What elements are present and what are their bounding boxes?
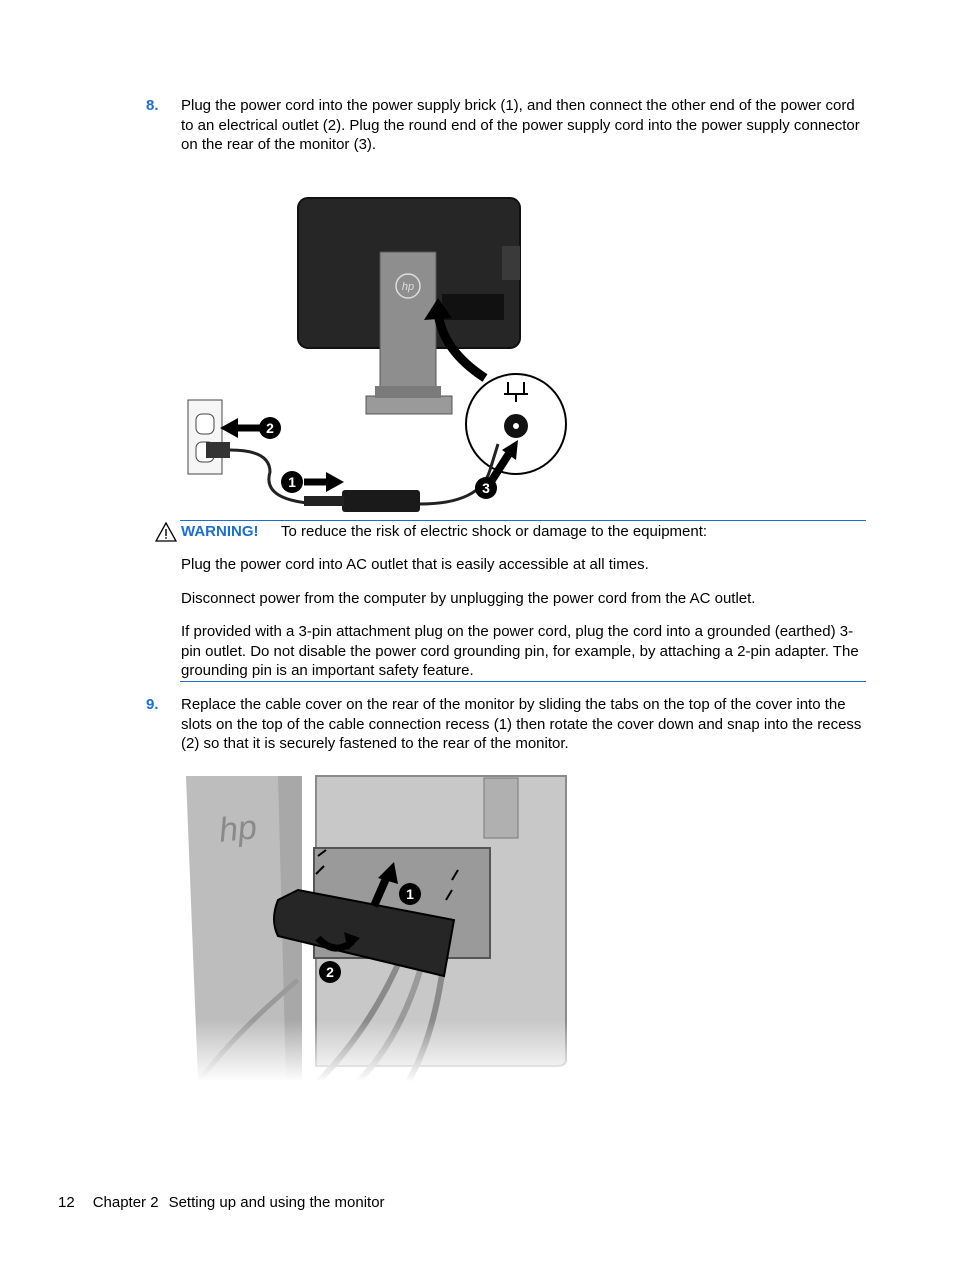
- step-text: Plug the power cord into the power supply brick (1), and then connect the other end of the power cord to an electrical outlet (2). Plug the round end of the power supply cord into the power supply connector on the rear of the monitor (3).: [181, 97, 860, 153]
- warning-intro: To reduce the risk of electric shock or damage to the equipment:: [281, 523, 708, 540]
- svg-text:1: 1: [406, 886, 414, 902]
- callout-3: [475, 477, 497, 499]
- callout-1: [281, 471, 303, 493]
- page-number: 12: [58, 1194, 75, 1211]
- warning-box: [180, 520, 866, 682]
- svg-text:2: 2: [326, 964, 334, 980]
- warning-paragraph: Disconnect power from the computer by unplugging the power cord from the AC outlet.: [181, 590, 756, 607]
- hp-logo: hp: [401, 281, 415, 293]
- step-number: 8.: [146, 97, 159, 114]
- svg-text:2: 2: [266, 420, 274, 436]
- callout-1: [399, 883, 421, 905]
- warning-paragraph: If provided with a 3-pin attachment plug on the power cord, plug the cord into a grounded (earthed) 3-pin outlet. Do not disable the power cord grounding pin, for example, by attaching a 2-pin adapter. The grounding pin is an important safety feature.: [181, 623, 859, 679]
- svg-text:3: 3: [482, 480, 490, 496]
- footer-title: Setting up and using the monitor: [168, 1194, 385, 1211]
- page-footer: [58, 1193, 385, 1213]
- callout-2: [319, 961, 341, 983]
- step-number: 9.: [146, 696, 159, 713]
- step-text: Replace the cable cover on the rear of the monitor by sliding the tabs on the top of the cover into the slots on the top of the cable connection recess (1) then rotate the cover down and snap into the recess (2) so that it is securely fastened to the rear of the monitor.: [181, 696, 862, 752]
- callout-2: [259, 417, 281, 439]
- power-connection-illustration: [180, 190, 580, 520]
- warning-label: WARNING!: [181, 523, 259, 540]
- warning-paragraph: Plug the power cord into AC outlet that is easily accessible at all times.: [181, 556, 649, 573]
- footer-chapter: Chapter 2: [92, 1194, 159, 1211]
- warning-triangle-icon: [155, 522, 177, 542]
- cable-cover-illustration: [178, 770, 570, 1082]
- hp-logo: hp: [217, 808, 259, 850]
- svg-text:1: 1: [288, 474, 296, 490]
